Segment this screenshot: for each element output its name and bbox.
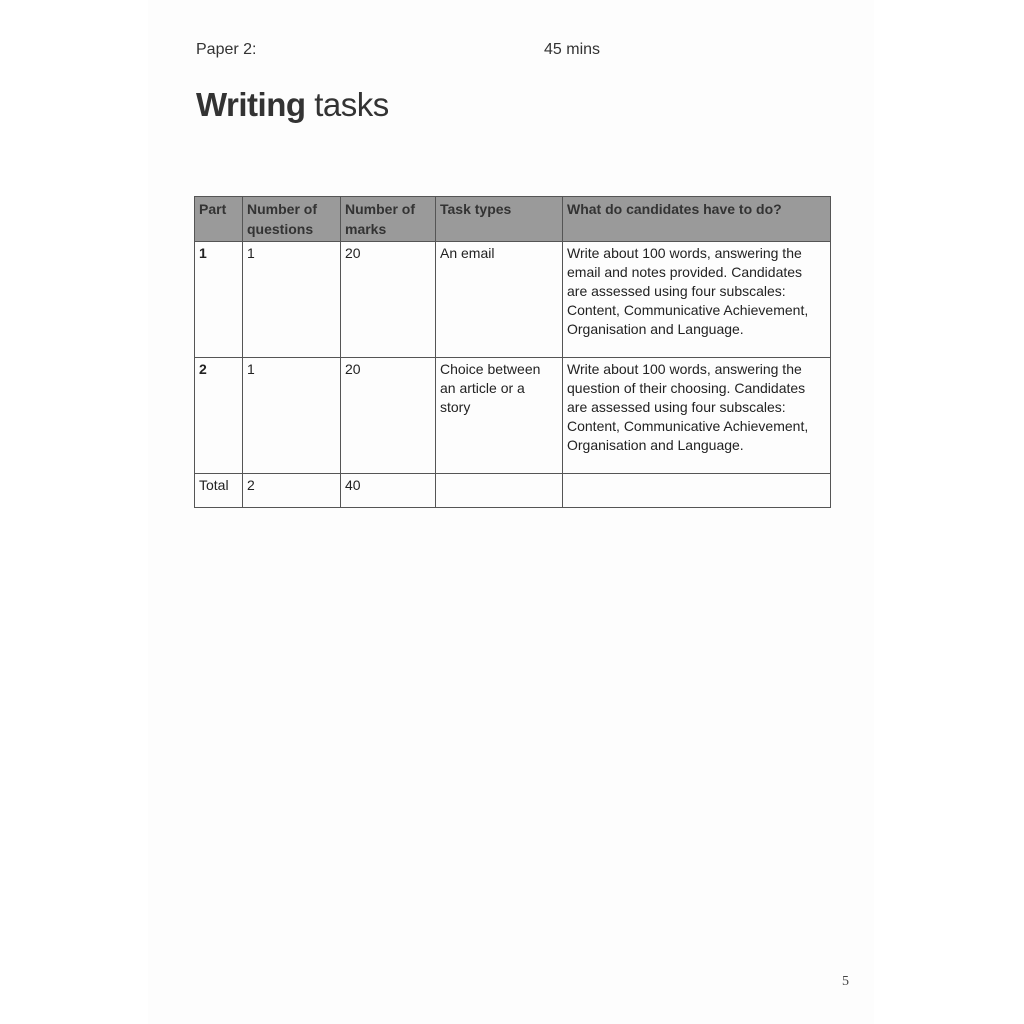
page-sheet [148, 0, 874, 1024]
column-header-task-types: Task types [436, 197, 563, 242]
question-count: 1 [243, 242, 341, 358]
question-count: 1 [243, 358, 341, 474]
page-number: 5 [842, 974, 849, 989]
table-header-row [195, 197, 831, 242]
part-number: 1 [195, 242, 243, 358]
total-task-type [436, 474, 563, 508]
task-description: Write about 100 words, answering the question of their choosing. Candidates are assessed using four subscales: Content, Communicative Achievement, Organisation and Language. [563, 358, 831, 474]
mark-count: 20 [341, 358, 436, 474]
column-header-marks: Number of marks [341, 197, 436, 242]
mark-count: 20 [341, 242, 436, 358]
task-type: An email [436, 242, 563, 358]
page-title [196, 86, 389, 124]
writing-tasks-table [194, 196, 831, 508]
table-row [195, 242, 831, 358]
part-number: 2 [195, 358, 243, 474]
total-marks: 40 [341, 474, 436, 508]
total-row [195, 474, 831, 508]
duration-label: 45 mins [544, 41, 601, 58]
total-questions: 2 [243, 474, 341, 508]
table-row [195, 358, 831, 474]
task-type: Choice between an article or a story [436, 358, 563, 474]
column-header-part: Part [195, 197, 243, 242]
column-header-questions: Number of questions [243, 197, 341, 242]
title-rest: tasks [305, 86, 389, 123]
title-bold: Writing [196, 86, 306, 123]
column-header-description: What do candidates have to do? [563, 197, 831, 242]
paper-label: Paper 2: [196, 41, 257, 58]
total-description [563, 474, 831, 508]
task-description: Write about 100 words, answering the email and notes provided. Candidates are assessed using four subscales: Content, Communicative Achievement, Organisation and Language. [563, 242, 831, 358]
total-label: Total [195, 474, 243, 508]
